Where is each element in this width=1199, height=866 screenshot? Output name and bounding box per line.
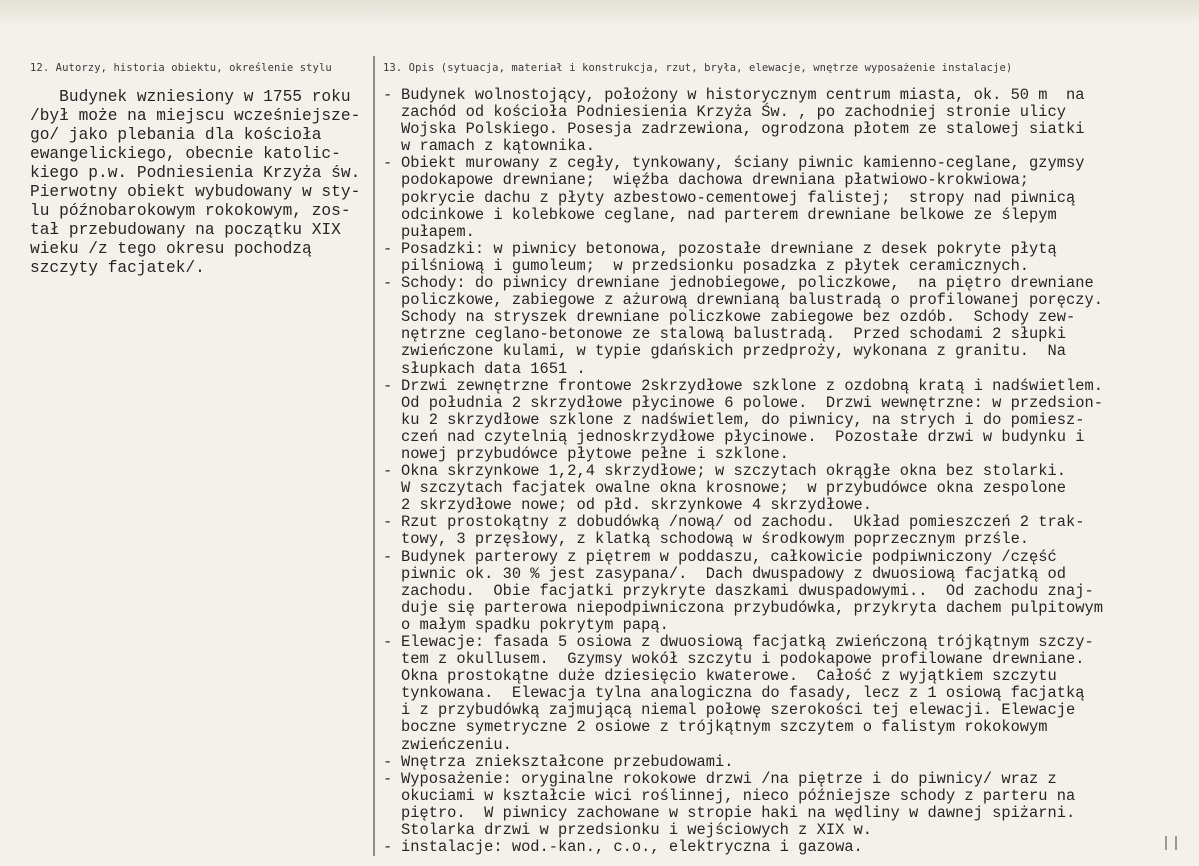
description-text: Posadzki: w piwnicy betonowa, pozostałe drewniane z desek pokryte płytą pilśniową i gumoleum; w przedsionku posadzka z płytek ceramicznych. [401,239,1057,275]
description-text: Wyposażenie: oryginalne rokokowe drzwi /na piętrze i do piwnicy/ wraz z okuciami w kształcie wici roślinnej, nieco późniejsze schody z parteru na piętro. W piwnicy zachowane w stropie haki na wędliny w dawnej spiżarni. Stolarka drzwi w przedsionku i wejściowych z XIX w. [401,769,1076,840]
description-text: Obiekt murowany z cegły, tynkowany, ściany piwnic kamienno-ceglane, gzymsy podokapowe drewniane; więźba dachowa drewniana płatwiowo-krokwiowa; pokrycie dachu z płyty azbestowo-cementowej falistej; stropy nad piwnicą odcinkowe i kolebkowe ceglane, nad parterem drewniane belkowe ze ślepym pułapem. [401,154,1085,241]
list-dash: - [383,547,393,566]
description-entry-stairs [383,275,1183,378]
description-entry-construction [383,155,1183,240]
list-dash: - [383,86,393,104]
description-list [383,87,1183,856]
description-entry-windows [383,463,1183,514]
description-entry-elevations [383,634,1183,754]
history-text: Budynek wzniesiony w 1755 roku /był może na miejscu wcześniejsze- go/ jako plebania dla kościoła ewangelickiego, obecnie katolic- kiego p.w. Podniesienia Krzyża św. Pierwotny obiekt wybudowany w sty- lu późnobarokowym rokokowym, zos- tał przebudowany na początku XIX wieku /z tego okresu pochodzą szczyty facjatek/. [30,88,361,277]
list-dash: - [383,838,393,857]
description-text: Budynek parterowy z piętrem w poddaszu, całkowicie podpiwniczony /część piwnic ok. 30 % jest zasypana/. Dach dwuspadowy z dwuosiową facjatką od zachodu. Obie facjatki przykryte daszkami dwuspadowymi.. Od zachodu znaj- duje się parterowa niepodpiwniczona przybudówka, przykryta dachem pulpitowym o małym spadku pokrytym papą. [401,547,1103,634]
list-dash: - [383,274,393,293]
description-text: instalacje: wod.-kan., c.o., elektryczna i gazowa. [401,838,863,857]
paper-shadow [0,0,1199,26]
list-dash: - [383,462,393,481]
description-text: Budynek wolnostojący, położony w historycznym centrum miasta, ok. 50 m na zachód od kościoła Podniesienia Krzyża Św. , po zachodniej stronie ulicy Wojska Polskiego. Posesja zadrzewiona, ogrodzona płotem ze stalowej siatki w ramach z kątownika. [401,86,1085,156]
list-dash: - [383,376,393,395]
list-dash: - [383,154,393,173]
column-divider [373,56,375,856]
description-entry-interiors [383,754,1183,771]
section-12-heading: 12. Autorzy, historia obiektu, określenie stylu [30,62,332,74]
list-dash: - [383,633,393,651]
list-dash: - [383,752,393,771]
description-text: Drzwi zewnętrzne frontowe 2skrzydłowe szklone z ozdobną kratą i nadświetlem. Od południa 2 skrzydłowe płycinowe 6 polowe. Drzwi wewnętrzne: w przedsion- ku 2 skrzydłowe szklone z nadświetlem, do piwnicy, na strych i do pomiesz- czeń nad czytelnią jednoskrzydłowe płycinowe. Pozostałe drzwi w budynku i nowej przybudówce płytowe pełne i szklone. [401,376,1103,463]
list-dash: - [383,513,393,532]
description-entry-doors [383,378,1183,463]
section-13-heading: 13. Opis (sytuacja, materiał i konstrukcja, rzut, bryła, elewacje, wnętrze wyposażenie instalacje) [383,62,1013,74]
description-text: Rzut prostokątny z dobudówką /nową/ od zachodu. Układ pomieszczeń 2 trak- towy, 3 przęsłowy, z klatką schodową w środkowym poprzecznym przśle. [401,513,1085,549]
description-entry-furnishings [383,771,1183,839]
description-text: Wnętrza zniekształcone przebudowami. [401,752,734,771]
description-entry-installations [383,839,1183,856]
description-entry-massing [383,549,1183,634]
list-dash: - [383,239,393,258]
description-entry-floors [383,241,1183,275]
description-entry-building [383,87,1183,155]
description-entry-plan [383,514,1183,548]
description-text: Schody: do piwnicy drewniane jednobiegowe, policzkowe, na piętro drewniane policzkowe, zabiegowe z ażurową drewnianą balustradą o profilowanej poręczy. Schody na stryszek drewniane policzkowe zabiegowe bez ozdób. Schody zew- nętrzne ceglano-betonowe ze stalową balustradą. Przed schodami 2 słupki zwieńczone kulami, w typie gdańskich przedproży, wykonana z granitu. Na słupkach data 1651 . [401,274,1103,378]
description-text: Okna skrzynkowe 1,2,4 skrzydłowe; w szczytach okrągłe okna bez stolarki. W szczytach facjatek owalne okna krosnowe; w przybudówce okna zespolone 2 skrzydłowe nowe; od płd. skrzynkowe 4 skrzydłowe. [401,462,1066,515]
list-dash: - [383,769,393,788]
description-text: Elewacje: fasada 5 osiowa z dwuosiową facjatką zwieńczoną trójkątnym szczy- tem z okullusem. Gzymsy wokół szczytu i podokapowe profilowane drewniane. Okna prostokątne duże dziesięcio kwaterowe. Całość z wyjątkiem szczytu tynkowana. Elewacja tylna analogiczna do fasady, lecz z 1 osiową facjatką i z przybudówką zajmującą niemal połowę szerokości tej elewacji. Elewacje boczne symetryczne 2 osiowe z trójkątnym szczytem o falistym rokokowym zwieńczeniu. [401,633,1094,754]
corner-mark [1165,836,1177,850]
